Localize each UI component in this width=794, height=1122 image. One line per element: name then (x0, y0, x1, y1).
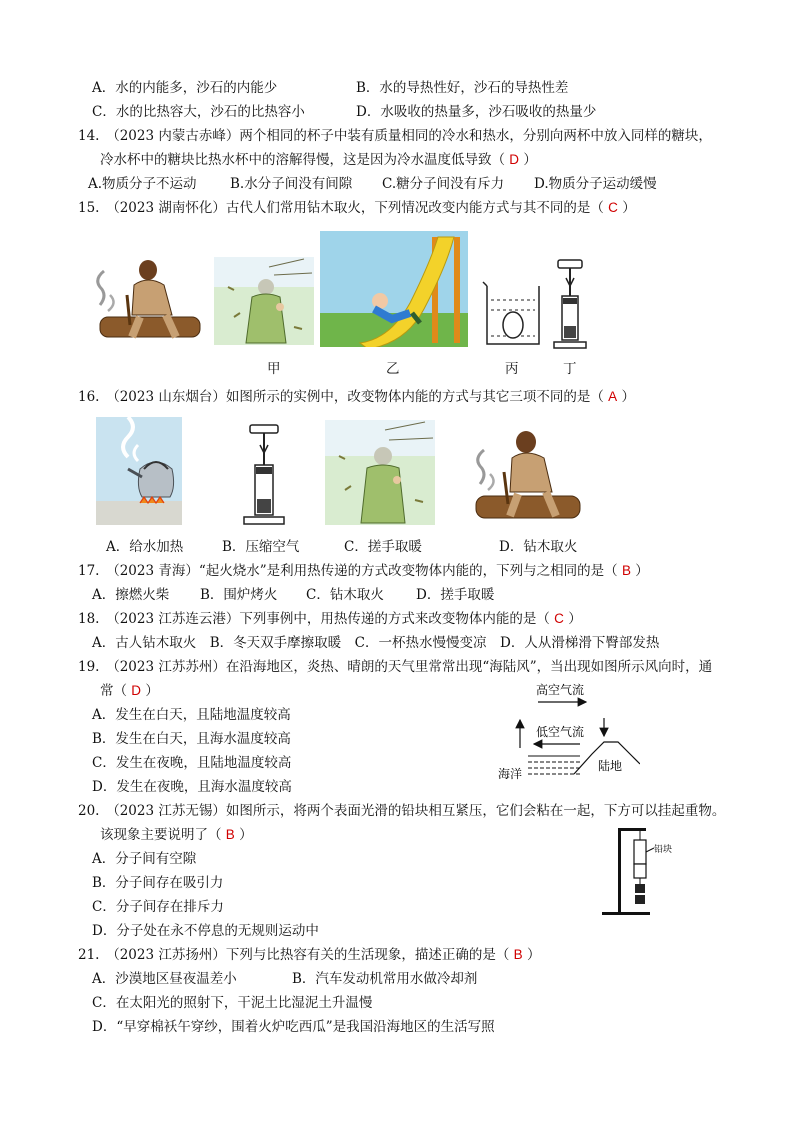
q17-option-c: C．钻木取火 (306, 587, 384, 603)
q17-option-a: A．擦燃火柴 (92, 587, 170, 603)
land-label: 陆地 (598, 759, 623, 773)
q15-answer: C (608, 200, 618, 215)
q17-option-b: B．围炉烤火 (200, 587, 278, 603)
q19-option-a: A．发生在白天，且陆地温度较高 (92, 707, 291, 723)
rubbing-hands-image (214, 257, 314, 345)
q16-option-b: B．压缩空气 (222, 539, 300, 555)
q13-option-d: D．水吸收的热量多，沙石吸收的热量少 (356, 104, 597, 120)
q20-answer: B (225, 827, 235, 842)
q21-option-a: A．沙漠地区昼夜温差小 (92, 971, 237, 987)
q13-option-c: C．水的比热容大，沙石的比热容小 (92, 104, 305, 120)
sea-label: 海洋 (498, 767, 523, 781)
upper-lead-block (634, 840, 646, 864)
sea-land-breeze-diagram (494, 680, 640, 782)
weight-lower (635, 895, 645, 904)
q20-option-a: A．分子间有空隙 (92, 851, 197, 867)
lead-block-label: 铅块 (654, 845, 673, 855)
q15-caption-jia: 甲 (267, 361, 281, 376)
q17-answer: B (621, 563, 631, 578)
compressing-air-image (240, 423, 288, 527)
q21-option-b: B．汽车发动机常用水做冷却剂 (292, 971, 478, 987)
q14-option-c: C.糖分子间没有斥力 (382, 176, 505, 192)
kettle-heating-image (96, 417, 182, 525)
q15-stem: 15. （2023 湖南怀化）古代人们常用钻木取火，下列情况改变内能方式与其不同的是（ C ） (78, 200, 636, 216)
q18-options: A．古人钻木取火 B．冬天双手摩擦取暖 C．一杯热水慢慢变凉 D．人从滑梯滑下臀部发热 (92, 635, 660, 651)
q19-option-c: C．发生在夜晚，且陆地温度较高 (92, 755, 292, 771)
q13-option-a: A．水的内能多，沙石的内能少 (92, 80, 278, 96)
q18-answer: C (554, 611, 564, 626)
q20-stem-line2: 该现象主要说明了（ B ） (100, 827, 253, 843)
q15-caption-bing: 丙 (505, 361, 519, 376)
q21-option-c: C．在太阳光的照射下，干泥土比湿泥土升温慢 (92, 995, 373, 1011)
q15-caption-ding: 丁 (563, 361, 577, 376)
lower-lead-block (634, 864, 646, 878)
q21-stem: 21. （2023 江苏扬州）下列与比热容有关的生活现象，描述正确的是（ B ） (78, 947, 541, 963)
q16-option-c: C．搓手取暖 (344, 539, 422, 555)
q17-stem: 17. （2023 青海）“起火烧水”是利用热传递的方式改变物体内能的，下列与之相同的是（ B ） (78, 563, 649, 579)
q14-stem-line1: 14. （2023 内蒙古赤峰）两个相同的杯子中装有质量相同的冷水和热水，分别向两杯中放入同样的糖块， (78, 128, 712, 144)
q14-stem-line2: 冷水杯中的糖块比热水杯中的溶解得慢，这是因为冷水温度低导致（ D ） (100, 152, 537, 168)
q19-answer: D (131, 683, 142, 698)
q20-option-d: D．分子处在永不停息的无规则运动中 (92, 923, 319, 939)
sea-water (528, 756, 580, 774)
q16-option-d: D．钻木取火 (499, 539, 578, 555)
q17-option-d: D．搓手取暖 (416, 587, 495, 603)
high-airflow-label: 高空气流 (536, 683, 585, 697)
q16-option-a: A．给水加热 (106, 539, 184, 555)
q16-stem: 16. （2023 山东烟台）如图所示的实例中，改变物体内能的方式与其它三项不同的是（ A ） (78, 389, 635, 405)
q19-stem-line1: 19. （2023 江苏苏州）在沿海地区，炎热、晴朗的天气里常常出现“海陆风”，当出现如图所示风向时，通 (78, 659, 713, 675)
q20-stem-line1: 20. （2023 江苏无锡）如图所示，将两个表面光滑的铅块相互紧压，它们会粘在一起，下方可以挂起重物。 (78, 803, 726, 819)
q16-answer: A (608, 389, 618, 404)
beaker-egg-image (481, 278, 545, 348)
q14-option-a: A.物质分子不运动 (88, 176, 197, 192)
q19-option-d: D．发生在夜晚，且海水温度较高 (92, 779, 292, 795)
q19-stem-line2: 常（ D ） (100, 683, 159, 699)
q13-option-b: B．水的导热性好，沙石的导热性差 (356, 80, 569, 96)
q20-option-c: C．分子间存在排斥力 (92, 899, 224, 915)
wood-drilling-fire-image (92, 255, 204, 345)
q14-option-b: B.水分子间没有间隙 (230, 176, 353, 192)
q14-answer: D (509, 152, 520, 167)
compression-cylinder-image (552, 258, 588, 350)
lead-block-stand-diagram (598, 826, 678, 918)
wood-drilling-image-2 (466, 418, 582, 526)
q19-option-b: B．发生在白天，且海水温度较高 (92, 731, 291, 747)
q20-option-b: B．分子间存在吸引力 (92, 875, 224, 891)
q15-caption-yi: 乙 (386, 361, 400, 376)
q18-stem: 18. （2023 江苏连云港）下列事例中，用热传递的方式来改变物体内能的是（ C ） (78, 611, 582, 627)
rubbing-hands-image-2 (325, 420, 435, 525)
low-airflow-label: 低空气流 (536, 725, 585, 739)
q21-option-d: D．“早穿棉袄午穿纱，围着火炉吃西瓜”是我国沿海地区的生活写照 (92, 1019, 495, 1035)
q21-answer: B (513, 947, 523, 962)
slide-image (320, 231, 468, 347)
q14-option-d: D.物质分子运动缓慢 (534, 176, 657, 192)
weight-upper (635, 884, 645, 893)
